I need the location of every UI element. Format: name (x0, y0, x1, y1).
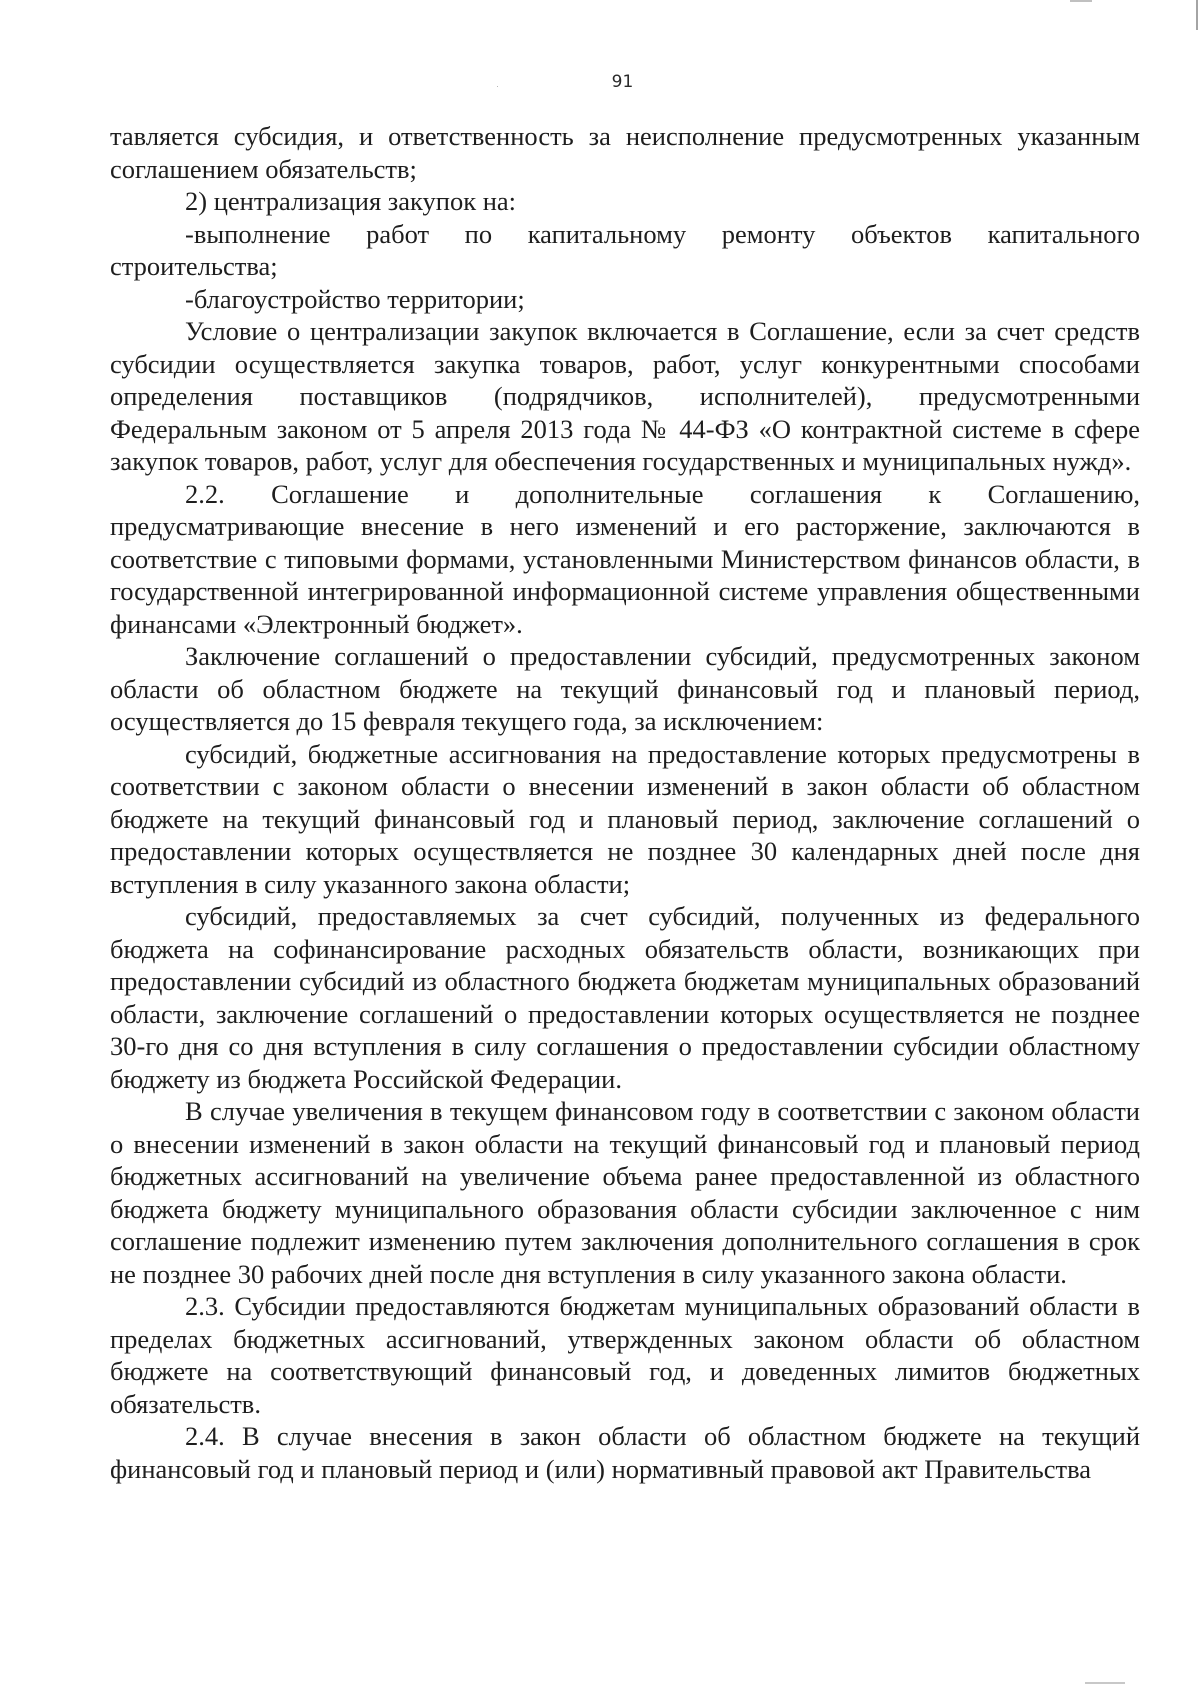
scan-artifact (497, 86, 498, 87)
paragraph: -выполнение работ по капитальному ремонту объектов капитального строительства; (110, 218, 1140, 281)
paragraph: Заключение соглашений о предоставлении субсидий, предусмотренных законом области об областном бюджете на текущий финансовый год и плановый период, осуществляется до 15 февраля текущего года, за исключением: (110, 641, 1140, 736)
page-number: 91 (611, 72, 634, 92)
scan-artifact (1070, 0, 1092, 2)
scan-artifact (1196, 0, 1198, 30)
paragraph: субсидий, предоставляемых за счет субсидий, полученных из федерального бюджета на софинансирование расходных обязательств области, возникающих при предоставлении субсидий из областного бюджета бюджетам муниципальных образований области, заключение соглашений о предоставлении которых осуществляется не позднее 30-го дня со дня вступления в силу соглашения о предоставлении субсидии областному бюджету из бюджета Российской Федерации. (110, 901, 1140, 1094)
paragraph: 2.4. В случае внесения в закон области об областном бюджете на текущий финансовый год и плановый период и (или) нормативный правовой акт Правительства (110, 1421, 1140, 1484)
paragraph: -благоустройство территории; (185, 283, 525, 314)
paragraph: 2) централизация закупок на: (185, 186, 517, 216)
paragraph: Условие о централизации закупок включается в Соглашение, если за счет средств субсидии осуществляется закупка товаров, работ, услуг конкурентными способами определения поставщиков (подрядчиков, исполнителей), предусмотренными Федеральным законом от 5 апреля 2013 года № 44-ФЗ «О контрактной системе в сфере закупок товаров, работ, услуг для обеспечения государственных и муниципальных нужд». (110, 316, 1140, 476)
paragraph: В случае увеличения в текущем финансовом году в соответствии с законом области о внесении изменений в закон области на текущий финансовый год и плановый период бюджетных ассигнований на увеличение объема ранее предоставленной из областного бюджета бюджету муниципального образования области субсидии заключенное с ним соглашение подлежит изменению путем заключения дополнительного соглашения в срок не позднее 30 рабочих дней после дня вступления в силу указанного закона области. (110, 1096, 1140, 1289)
paragraph: субсидий, бюджетные ассигнования на предоставление которых предусмотрены в соответствии с законом области о внесении изменений в закон области об областном бюджете на текущий финансовый год и плановый период, заключение соглашений о предоставлении которых осуществляется не позднее 30 календарных дней после дня вступления в силу указанного закона области; (110, 738, 1140, 899)
paragraph: тавляется субсидия, и ответственность за неисполнение предусмотренных указанным соглашением обязательств; (110, 121, 1140, 184)
scan-artifact (1085, 1682, 1125, 1684)
paragraph: 2.3. Субсидии предоставляются бюджетам муниципальных образований области в пределах бюджетных ассигнований, утвержденных законом области об областном бюджете на соответствующий финансовый год, и доведенных лимитов бюджетных обязательств. (110, 1291, 1140, 1419)
paragraph: 2.2. Соглашение и дополнительные соглашения к Соглашению, предусматривающие внесение в него изменений и его расторжение, заключаются в соответствие с типовыми формами, установленными Министерством финансов области, в государственной интегрированной информационной системе управления общественными финансами «Электронный бюджет». (110, 478, 1140, 639)
document-body (110, 120, 1140, 1485)
